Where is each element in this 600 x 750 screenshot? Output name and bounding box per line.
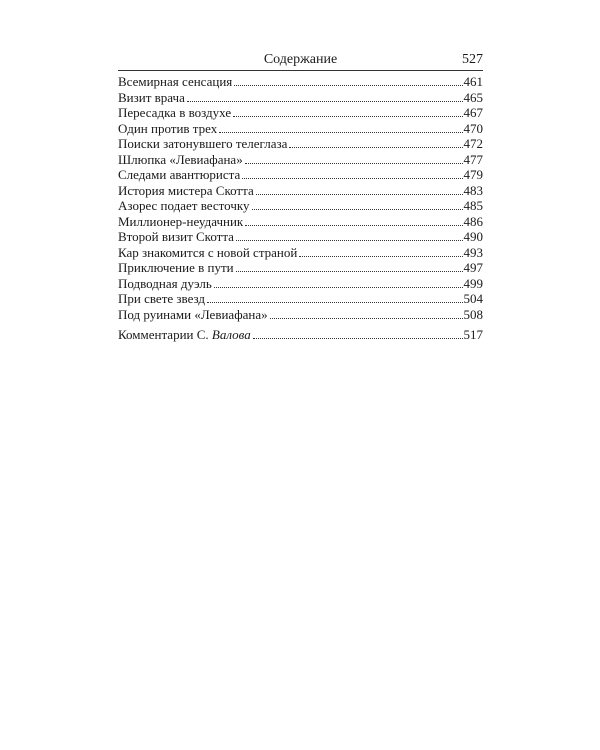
toc-entry-title [118, 327, 253, 343]
toc-dot-leader [256, 193, 463, 195]
toc-entry [118, 90, 483, 106]
toc-entry [118, 291, 483, 307]
toc-entry-title: Под руинами «Левиафана» [118, 306, 268, 322]
toc-dot-leader [253, 337, 463, 339]
toc-entry-title: Пересадка в воздухе [118, 105, 232, 120]
toc-entry [118, 260, 483, 276]
toc-entry-page: 508 [463, 306, 483, 322]
toc-entry-title: Поиски затонувшего телеглаза [118, 136, 288, 151]
toc-dot-leader [289, 146, 462, 148]
toc-entry [118, 167, 483, 183]
toc-entry-title: Азорес подает весточку [118, 198, 250, 213]
toc-entry-commentary [118, 327, 483, 343]
toc-dot-leader [242, 177, 462, 179]
toc-entry-title: Второй визит Скотта [118, 229, 234, 244]
running-title: Содержание [263, 52, 338, 67]
toc-dot-leader [245, 162, 463, 164]
toc-dot-leader [245, 224, 462, 226]
toc-entry-title: Кар знакомится с новой страной [118, 244, 298, 260]
toc-entry [118, 183, 483, 199]
toc-entry-title: История мистера Скотта [118, 182, 254, 198]
toc-entry-title: Всемирная сенсация [118, 74, 233, 89]
toc-entry-title: Визит врача [118, 89, 185, 105]
toc-entry-title: Один против трех [118, 120, 218, 136]
toc-entry [118, 245, 483, 261]
toc-dot-leader [207, 301, 462, 303]
toc-dot-leader [252, 208, 463, 210]
toc-entry-page: 483 [463, 182, 483, 198]
toc-entry-page: 467 [463, 105, 483, 120]
toc-entry [118, 198, 483, 214]
toc-entry-page: 465 [463, 89, 483, 105]
toc-entry-page: 485 [463, 198, 483, 213]
toc-entry-page: 517 [463, 327, 483, 342]
toc-entry-page: 472 [463, 136, 483, 151]
toc-entry [118, 136, 483, 152]
toc-dot-leader [236, 239, 463, 241]
page-header [118, 51, 483, 69]
commentary-prefix: Комментарии С. [118, 327, 212, 342]
toc-entry [118, 214, 483, 230]
header-rule [118, 70, 483, 71]
toc-entry [118, 307, 483, 323]
toc-dot-leader [299, 255, 462, 257]
toc-entry [118, 74, 483, 90]
toc-dot-leader [270, 317, 463, 319]
toc-entry-title: Следами авантюриста [118, 167, 241, 182]
toc-entry [118, 121, 483, 137]
toc-entry-page: 490 [463, 229, 483, 244]
toc-entry [118, 105, 483, 121]
toc-entry-page: 479 [463, 167, 483, 182]
toc-entry-page: 499 [463, 275, 483, 291]
toc-dot-leader [187, 100, 463, 102]
toc-dot-leader [236, 270, 463, 272]
table-of-contents [118, 74, 483, 343]
toc-dot-leader [233, 115, 462, 117]
toc-entry-page: 504 [463, 291, 483, 306]
toc-entry [118, 276, 483, 292]
toc-entry-page: 461 [463, 74, 483, 89]
toc-entry-page: 477 [463, 151, 483, 167]
commentary-author: Валова [211, 327, 251, 342]
toc-dot-leader [219, 131, 462, 133]
toc-entry-page: 486 [463, 213, 483, 229]
toc-dot-leader [214, 286, 463, 288]
page-number: 527 [462, 52, 483, 67]
toc-entry-page: 497 [463, 260, 483, 275]
toc-entry [118, 229, 483, 245]
toc-entry-page: 493 [463, 244, 483, 260]
toc-dot-leader [234, 84, 462, 86]
toc-entry-page: 470 [463, 120, 483, 136]
toc-entry-title: Подводная дуэль [118, 275, 212, 291]
toc-entry-title: При свете звезд [118, 291, 206, 306]
toc-entry-title: Миллионер-неудачник [118, 213, 244, 229]
toc-entry [118, 152, 483, 168]
toc-entry-title: Шлюпка «Левиафана» [118, 151, 243, 167]
toc-entry-title: Приключение в пути [118, 260, 234, 275]
